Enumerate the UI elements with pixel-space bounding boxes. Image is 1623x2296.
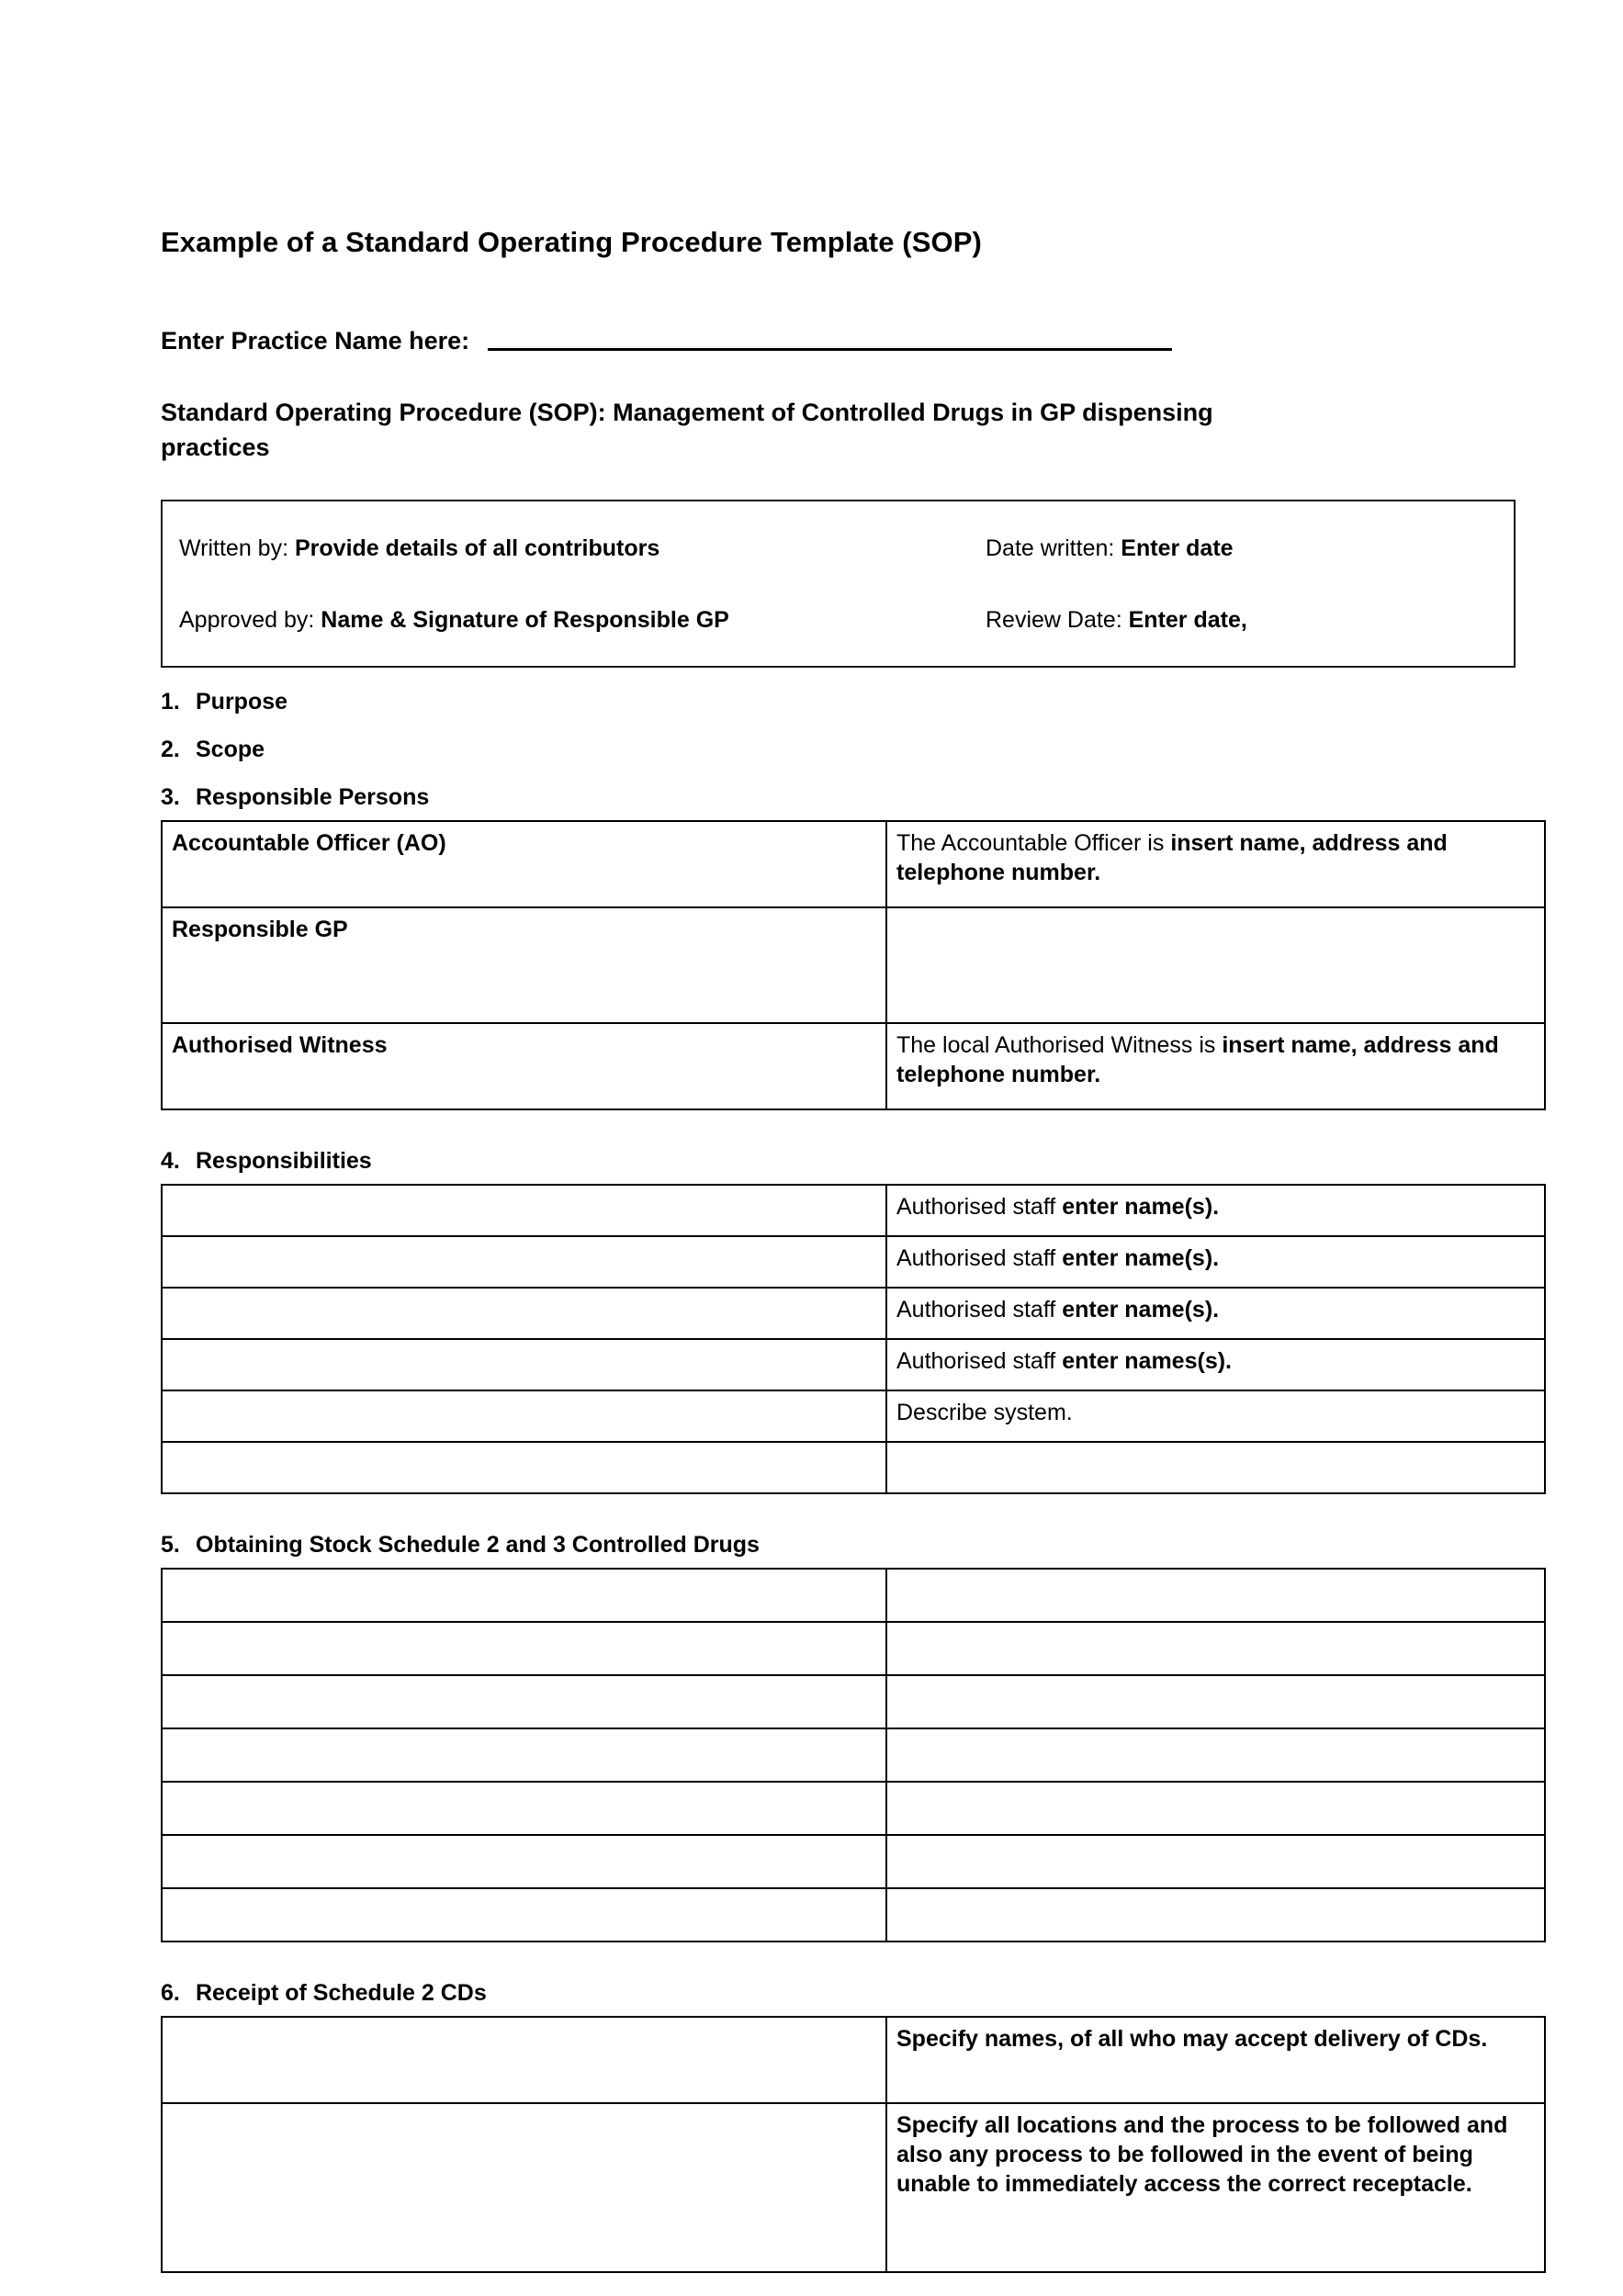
responsible-gp-label: Responsible GP xyxy=(162,907,886,1023)
responsibility-right-cell[interactable] xyxy=(886,1185,1545,1236)
table-row xyxy=(162,2017,1545,2103)
stock-left-cell[interactable] xyxy=(162,1835,886,1888)
stock-right-cell[interactable] xyxy=(886,1675,1545,1728)
responsibility-right-cell[interactable] xyxy=(886,1390,1545,1442)
section-title: Receipt of Schedule 2 CDs xyxy=(196,1979,487,2006)
responsibility-left-cell[interactable] xyxy=(162,1185,886,1236)
responsibility-left-cell[interactable] xyxy=(162,1442,886,1493)
section-item-scope xyxy=(161,736,1520,763)
section-item-responsibilities xyxy=(161,1147,1520,1175)
approved-by-label: Approved by: xyxy=(179,606,315,633)
table-row xyxy=(162,821,1545,907)
accountable-officer-label: Accountable Officer (AO) xyxy=(162,821,886,907)
table-row xyxy=(162,1569,1545,1622)
section-title: Responsibilities xyxy=(196,1147,372,1174)
section-number: 3. xyxy=(161,783,180,810)
stock-left-cell[interactable] xyxy=(162,1622,886,1675)
receipt-left-cell[interactable] xyxy=(162,2103,886,2272)
stock-left-cell[interactable] xyxy=(162,1728,886,1782)
responsible-persons-table xyxy=(161,820,1546,1110)
value-bold: enter name(s). xyxy=(1062,1296,1220,1322)
written-by-row xyxy=(163,535,1514,563)
responsibility-right-cell[interactable] xyxy=(886,1442,1545,1493)
value-regular: Describe system. xyxy=(896,1399,1073,1425)
table-row xyxy=(162,1835,1545,1888)
value-regular: The local Authorised Witness is xyxy=(896,1031,1223,1058)
table-row xyxy=(162,1782,1545,1835)
approved-by-row xyxy=(163,606,1514,635)
written-by-field xyxy=(179,535,986,563)
receipt-table xyxy=(161,2016,1546,2273)
table-row xyxy=(162,907,1545,1023)
responsibility-right-cell[interactable] xyxy=(886,1288,1545,1339)
responsible-gp-value[interactable] xyxy=(886,907,1545,1023)
obtaining-stock-table xyxy=(161,1568,1546,1942)
stock-right-cell[interactable] xyxy=(886,1835,1545,1888)
table-row xyxy=(162,1288,1545,1339)
approved-by-value[interactable]: Name & Signature of Responsible GP xyxy=(321,606,729,633)
section-item-receipt xyxy=(161,1979,1520,2007)
receipt-right-cell[interactable]: Specify all locations and the process to be followed and also any process to be followed in the event of being unable to immediately access the correct receptacle. xyxy=(886,2103,1545,2272)
value-bold: enter name(s). xyxy=(1062,1193,1220,1220)
stock-right-cell[interactable] xyxy=(886,1569,1545,1622)
written-by-label: Written by: xyxy=(179,535,289,562)
section-number: 6. xyxy=(161,1979,180,2006)
receipt-left-cell[interactable] xyxy=(162,2017,886,2103)
value-bold: enter name(s). xyxy=(1062,1244,1220,1271)
section-list xyxy=(161,688,1520,811)
table-row xyxy=(162,1339,1545,1390)
section-title: Responsible Persons xyxy=(196,783,430,810)
section-item-responsible-persons xyxy=(161,783,1520,811)
responsibility-left-cell[interactable] xyxy=(162,1236,886,1288)
table-row xyxy=(162,1728,1545,1782)
table-row xyxy=(162,1185,1545,1236)
stock-right-cell[interactable] xyxy=(886,1782,1545,1835)
review-date-value[interactable]: Enter date, xyxy=(1128,606,1247,633)
stock-right-cell[interactable] xyxy=(886,1622,1545,1675)
review-date-label: Review Date: xyxy=(986,606,1122,633)
accountable-officer-value[interactable] xyxy=(886,821,1545,907)
table-row xyxy=(162,1390,1545,1442)
page-title: Example of a Standard Operating Procedure Template (SOP) xyxy=(161,226,982,258)
responsibilities-table xyxy=(161,1184,1546,1494)
value-regular: Authorised staff xyxy=(896,1244,1063,1271)
section-item-purpose xyxy=(161,688,1520,715)
practice-name-underline[interactable] xyxy=(488,348,1172,351)
written-by-value[interactable]: Provide details of all contributors xyxy=(294,535,660,562)
table-row xyxy=(162,1023,1545,1109)
value-regular: Authorised staff xyxy=(896,1347,1063,1374)
review-date-field xyxy=(986,606,1499,635)
responsibility-right-cell[interactable] xyxy=(886,1339,1545,1390)
responsibility-left-cell[interactable] xyxy=(162,1339,886,1390)
stock-left-cell[interactable] xyxy=(162,1675,886,1728)
stock-left-cell[interactable] xyxy=(162,1569,886,1622)
table-row xyxy=(162,1675,1545,1728)
stock-left-cell[interactable] xyxy=(162,1888,886,1941)
table-row xyxy=(162,1622,1545,1675)
practice-name-label: Enter Practice Name here: xyxy=(161,327,470,355)
table-row xyxy=(162,1888,1545,1941)
table-row xyxy=(162,1442,1545,1493)
document-header-box xyxy=(161,500,1516,668)
stock-left-cell[interactable] xyxy=(162,1782,886,1835)
receipt-right-cell[interactable]: Specify names, of all who may accept delivery of CDs. xyxy=(886,2017,1545,2103)
value-regular: Authorised staff xyxy=(896,1296,1063,1322)
section-number: 1. xyxy=(161,688,180,715)
sop-subtitle: Standard Operating Procedure (SOP): Management of Controlled Drugs in GP dispensing practices xyxy=(161,398,1213,462)
section-number: 4. xyxy=(161,1147,180,1174)
section-number: 5. xyxy=(161,1531,180,1558)
value-bold: insert name, address and telephone number. xyxy=(896,829,1448,885)
section-title: Purpose xyxy=(196,688,288,715)
stock-right-cell[interactable] xyxy=(886,1728,1545,1782)
value-regular: The Accountable Officer is xyxy=(896,829,1171,856)
responsibility-left-cell[interactable] xyxy=(162,1288,886,1339)
table-row xyxy=(162,1236,1545,1288)
value-bold: insert name, address and telephone number. xyxy=(896,1031,1499,1087)
document-content xyxy=(161,0,1520,2273)
value-regular: Authorised staff xyxy=(896,1193,1063,1220)
table-row xyxy=(162,2103,1545,2272)
authorised-witness-value[interactable] xyxy=(886,1023,1545,1109)
date-written-field xyxy=(986,535,1499,563)
date-written-label: Date written: xyxy=(986,535,1115,562)
value-bold: enter names(s). xyxy=(1062,1347,1232,1374)
section-title: Scope xyxy=(196,736,265,762)
date-written-value[interactable]: Enter date xyxy=(1121,535,1234,562)
responsibility-left-cell[interactable] xyxy=(162,1390,886,1442)
stock-right-cell[interactable] xyxy=(886,1888,1545,1941)
practice-name-line xyxy=(161,318,1520,356)
section-item-obtaining-stock xyxy=(161,1531,1520,1559)
responsibility-right-cell[interactable] xyxy=(886,1236,1545,1288)
approved-by-field xyxy=(179,606,986,635)
section-number: 2. xyxy=(161,736,180,762)
section-title: Obtaining Stock Schedule 2 and 3 Controlled Drugs xyxy=(196,1531,760,1558)
authorised-witness-label: Authorised Witness xyxy=(162,1023,886,1109)
